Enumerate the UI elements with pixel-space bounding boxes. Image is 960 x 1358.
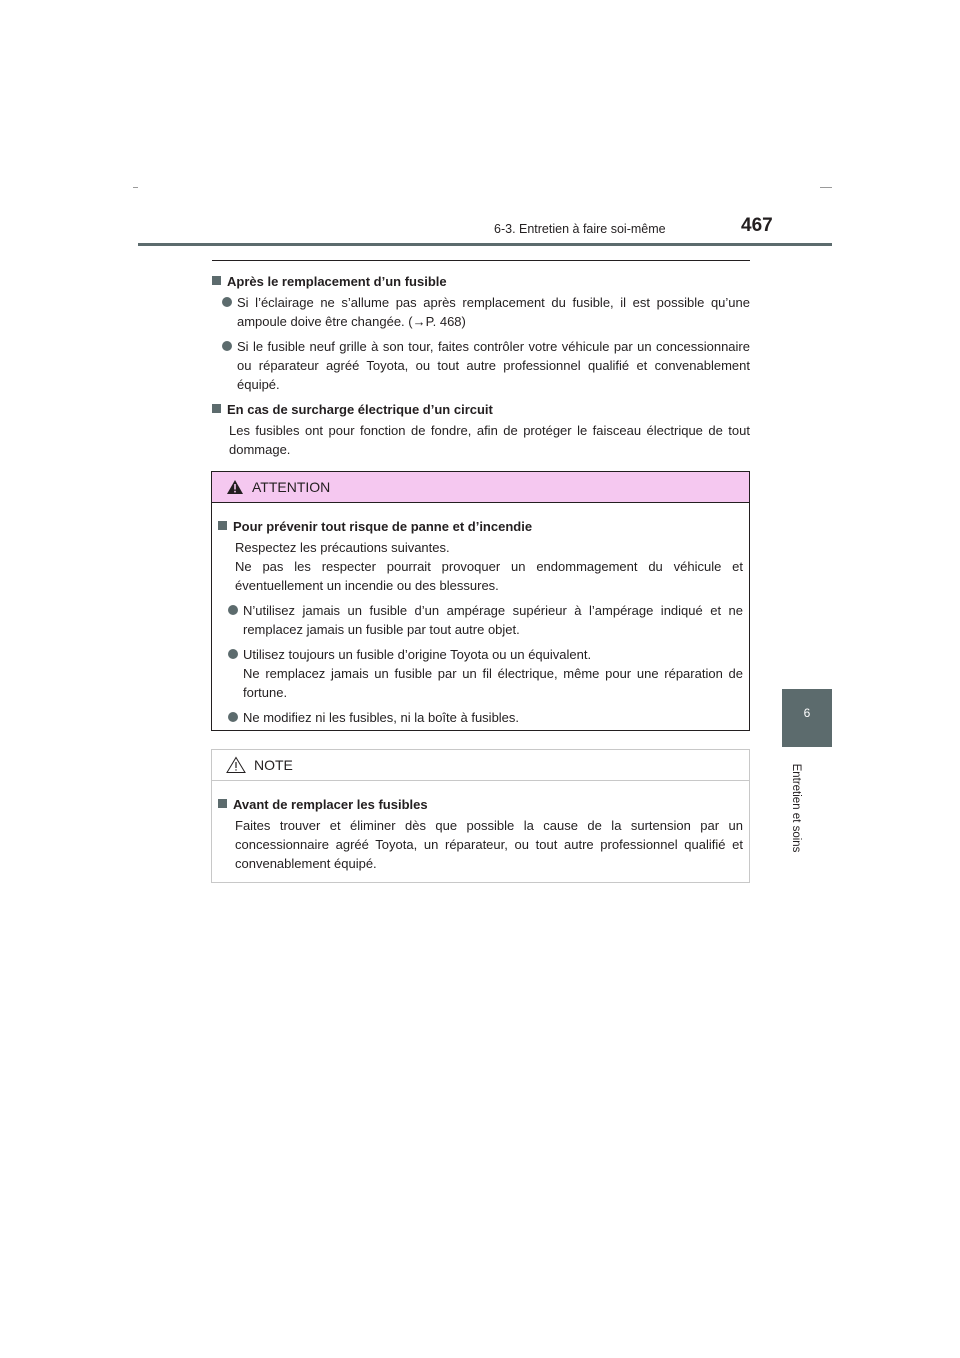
circle-bullet-icon (228, 649, 238, 659)
list-item: Ne modifiez ni les fusibles, ni la boîte à fusibles. (228, 708, 743, 727)
square-bullet-icon (212, 404, 221, 413)
attention-intro: Respectez les précautions suivantes. Ne pas les respecter pourrait provoquer un endommagement du véhicule et éventuellement un incendie ou des blessures. (235, 540, 743, 593)
crop-mark-left (133, 187, 138, 188)
crop-mark-right (820, 187, 832, 188)
note-body (212, 781, 749, 873)
square-bullet-icon (218, 521, 227, 530)
note-box (211, 749, 750, 883)
header-bar (138, 243, 832, 246)
warning-triangle-outline-icon (226, 756, 246, 774)
section-text: Les fusibles ont pour fonction de fondre, afin de protéger le faisceau électrique de tout dommage. (229, 423, 750, 457)
warning-triangle-icon (226, 479, 244, 495)
page-number: 467 (741, 215, 773, 236)
section-rule (212, 260, 750, 261)
note-text: Faites trouver et éliminer dès que possible la cause de la surtension par un concessionnaire agréé Toyota, un réparateur, ou tout autre professionnel qualifié et convenablement équipé. (235, 818, 743, 871)
section-heading: Après le remplacement d’un fusible (212, 272, 750, 291)
attention-title: ATTENTION (252, 478, 331, 495)
attention-heading: Pour prévenir tout risque de panne et d’incendie (218, 517, 743, 536)
circle-bullet-icon (228, 605, 238, 615)
attention-body (212, 503, 749, 727)
attention-header (212, 472, 749, 503)
list-item: Si l’éclairage ne s’allume pas après remplacement du fusible, il est possible qu’une ampoule doive être changée. (→P. 468) (222, 293, 750, 331)
chapter-label (786, 748, 806, 868)
list-item: N’utilisez jamais un fusible d’un ampérage supérieur à l’ampérage indiqué et ne remplacez jamais un fusible par tout autre objet. (228, 601, 743, 639)
circle-bullet-icon (222, 297, 232, 307)
square-bullet-icon (212, 276, 221, 285)
chapter-label-text: Entretien et soins (790, 763, 802, 853)
chapter-number: 6 (803, 706, 811, 720)
note-title: NOTE (254, 756, 293, 773)
chapter-tab[interactable] (782, 689, 832, 747)
list-item: Si le fusible neuf grille à son tour, faites contrôler votre véhicule par un concessionnaire ou réparateur agréé Toyota, ou tout autre professionnel qualifié et convenablement équipé. (222, 337, 750, 394)
circle-bullet-icon (228, 712, 238, 722)
main-content (212, 268, 750, 465)
circle-bullet-icon (222, 341, 232, 351)
attention-box (211, 471, 750, 731)
note-heading: Avant de remplacer les fusibles (218, 795, 743, 814)
list-item: Utilisez toujours un fusible d’origine Toyota ou un équivalent. Ne remplacez jamais un fusible par un fil électrique, même pour une réparation de fortune. (228, 645, 743, 702)
section-heading: En cas de surcharge électrique d’un circuit (212, 400, 750, 419)
note-header (212, 750, 749, 781)
square-bullet-icon (218, 799, 227, 808)
section-title: 6-3. Entretien à faire soi-même (494, 222, 666, 236)
